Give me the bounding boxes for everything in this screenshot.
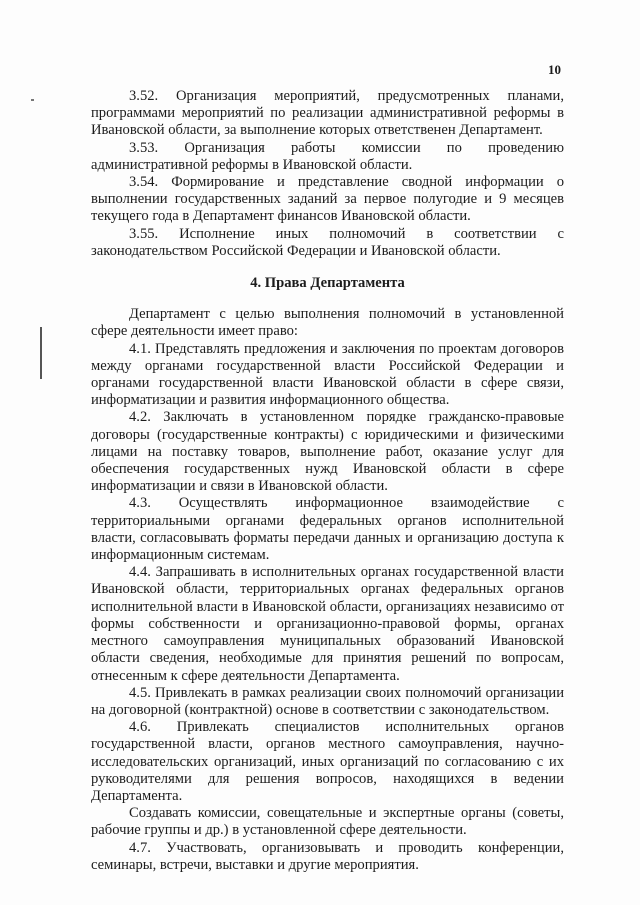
paragraph-4-6: 4.6. Привлекать специалистов исполнительных органов государственной власти, органов местного самоуправления, научно-исследовательских организаций, иных организаций по согласованию с их руководителями для решения вопросов, находящихся в ведении Департамента. [91,719,564,804]
document-body [91,88,564,874]
paragraph-4-4: 4.4. Запрашивать в исполнительных органах государственной власти Ивановской области, территориальных органах федеральных органов исполнительной власти в Ивановской области, организациях независимо от формы собственности и организационно-правовой формы, органах местного самоуправления муниципальных образований Ивановской области сведения, необходимые для принятия решений по вопросам, отнесенным к сфере деятельности Департамента. [91,564,564,684]
section-heading: 4. Права Департамента [250,275,405,292]
paragraph-3-54: 3.54. Формирование и представление сводной информации о выполнении государственных заданий за первое полугодие и 9 месяцев текущего года в Департамент финансов Ивановской области. [91,174,564,225]
section-intro: Департамент с целью выполнения полномочий в установленной сфере деятельности имеет право: [91,306,564,340]
paragraph-4-5: 4.5. Привлекать в рамках реализации своих полномочий организации на договорной (контрактной) основе в соответствии с законодательством. [91,684,564,718]
paragraph-3-55: 3.55. Исполнение иных полномочий в соответствии с законодательством Российской Федерации и Ивановской области. [91,225,564,259]
paragraph-4-2: 4.2. Заключать в установленном порядке гражданско-правовые договоры (государственные контракты) с юридическими и физическими лицами на поставку товаров, выполнение работ, оказание услуг для обеспечения государственных нужд Ивановской области в сфере информатизации и связи в Ивановской области. [91,409,564,495]
scan-artifact-mark [40,327,42,379]
page-number: 10 [548,62,561,77]
scan-artifact-speck [31,99,34,101]
paragraph-4-1: 4.1. Представлять предложения и заключения по проектам договоров между органами государственной власти Российской Федерации и органами государственной власти Ивановской области в сфере связи, информатизации и развития информационного общества. [91,340,564,409]
paragraph-3-53: 3.53. Организация работы комиссии по проведению административной реформы в Ивановской области. [91,139,564,173]
paragraph-4-3: 4.3. Осуществлять информационное взаимодействие с территориальными органами федеральных органов исполнительной власти, согласовывать форматы передачи данных и организацию доступа к информационным системам. [91,495,564,564]
paragraph-4-7: 4.7. Участвовать, организовывать и проводить конференции, семинары, встречи, выставки и другие мероприятия. [91,839,564,873]
paragraph-create-commissions: Создавать комиссии, совещательные и экспертные органы (советы, рабочие группы и др.) в установленной сфере деятельности. [91,805,564,839]
paragraph-3-52: 3.52. Организация мероприятий, предусмотренных планами, программами мероприятий по реализации административной реформы в Ивановской области, за выполнение которых ответственен Департамент. [91,88,564,139]
